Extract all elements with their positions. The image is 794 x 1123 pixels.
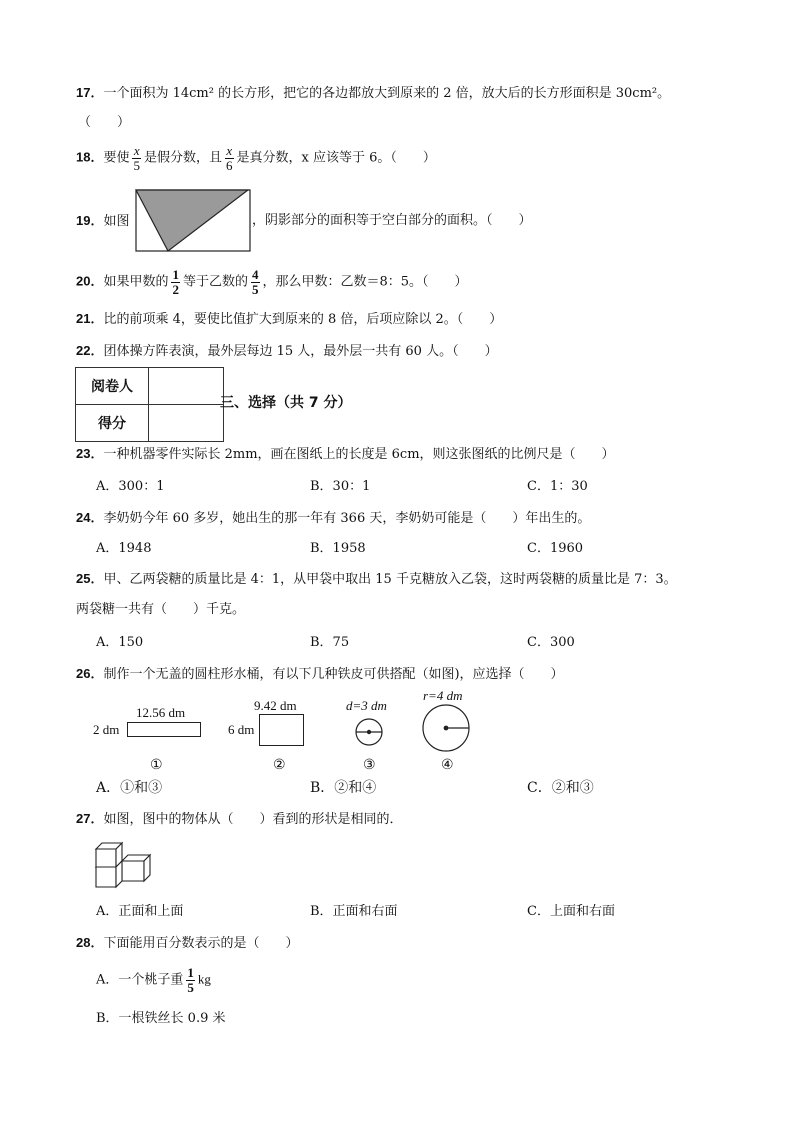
option-a[interactable]: A．正面和上面	[96, 904, 184, 919]
option-b[interactable]: B．30：1	[310, 479, 371, 494]
question-number: 25．	[76, 571, 104, 586]
option-a[interactable]: A．150	[96, 635, 144, 650]
option-a[interactable]: A．①和③	[96, 780, 163, 796]
option-b[interactable]: B．一根铁丝长 0.9 米	[96, 1011, 226, 1026]
question-text: 一种机器零件实际长 2mm，画在图纸上的长度是 6cm，则这张图纸的比例尺是（ ）	[103, 447, 615, 462]
question-number: 21．	[76, 311, 104, 326]
question-28	[76, 936, 298, 950]
question-text: 是真分数，x 应该等于 6。（ ）	[236, 150, 436, 166]
question-19	[76, 214, 129, 228]
option-c[interactable]: C．1：30	[527, 479, 588, 494]
shaded-triangle-figure	[135, 189, 251, 253]
option-c[interactable]: C．300	[527, 635, 575, 650]
rect1-length-label: 12.56 dm	[136, 705, 186, 720]
option-unit: kg	[197, 971, 211, 987]
question-number: 22．	[76, 343, 104, 358]
option-a[interactable]	[96, 966, 211, 994]
score-table	[75, 367, 224, 442]
question-text: 等于乙数的	[182, 274, 248, 290]
question-text: 比的前项乘 4，要使比值扩大到原来的 8 倍，后项应除以 2。（ ）	[103, 312, 503, 327]
option-b[interactable]: B．正面和右面	[310, 904, 398, 919]
fraction: $\frac{1}{5}$	[187, 965, 194, 995]
cube-stack-figure	[94, 841, 154, 891]
question-text: 要使	[103, 150, 130, 166]
iron-circle-4	[421, 703, 471, 753]
rect2-length-label: 9.42 dm	[254, 698, 297, 713]
grader-cell[interactable]	[149, 368, 224, 405]
question-17	[76, 86, 670, 100]
question-number: 17．	[76, 85, 104, 100]
question-text: 如果甲数的	[103, 274, 169, 290]
question-number: 24．	[76, 510, 104, 525]
question-23	[76, 447, 615, 461]
iron-sheet-1	[127, 722, 201, 737]
question-number: 26．	[76, 666, 104, 681]
question-number: 28．	[76, 935, 104, 950]
option-c[interactable]: C．1960	[527, 541, 584, 556]
figure-label-3: ③	[363, 757, 376, 773]
option-c[interactable]: C．上面和右面	[527, 904, 615, 919]
option-b[interactable]: B．75	[310, 635, 350, 650]
question-text: 如图，图中的物体从（ ）看到的形状是相同的．	[103, 812, 403, 827]
question-text: 甲、乙两袋糖的质量比是 4：1，从甲袋中取出 15 千克糖放入乙袋，这时两袋糖的质量比是 7：3。	[103, 572, 677, 587]
figure-label-2: ②	[273, 757, 286, 773]
question-text: 团体操方阵表演，最外层每边 15 人，最外层一共有 60 人。（ ）	[103, 344, 498, 359]
option-a[interactable]: A．300：1	[96, 479, 165, 494]
question-text: 两袋糖一共有（ ）千克。	[76, 602, 246, 617]
question-number: 19．	[76, 213, 104, 228]
question-text: 是假分数，且	[143, 150, 222, 166]
question-27	[76, 812, 402, 826]
fraction: $\frac{x}{5}$	[133, 143, 140, 173]
option-a[interactable]: A．1948	[96, 541, 152, 556]
question-number: 27．	[76, 811, 104, 826]
fraction: $\frac{1}{2}$	[172, 267, 179, 297]
section-heading: 三、选择（共 7 分）	[220, 395, 352, 411]
question-text: ，阴影部分的面积等于空白部分的面积。（ ）	[252, 213, 532, 228]
question-text: 李奶奶今年 60 多岁，她出生的那一年有 366 天，李奶奶可能是（ ）年出生的。	[103, 511, 591, 526]
question-number: 20．	[76, 273, 104, 289]
iron-circle-3	[354, 717, 384, 747]
question-20	[76, 268, 468, 296]
rect1-height-label: 2 dm	[93, 722, 120, 737]
circle4-radius-label: r=4 dm	[423, 688, 463, 703]
question-22	[76, 344, 498, 358]
question-number: 23．	[76, 446, 104, 461]
question-text: ，那么甲数：乙数＝8：5。（ ）	[262, 274, 468, 290]
question-18	[76, 144, 436, 172]
rect2-height-label: 6 dm	[228, 722, 255, 737]
score-cell[interactable]	[149, 405, 224, 442]
option-b[interactable]: B．1958	[310, 541, 366, 556]
figure-label-4: ④	[441, 757, 454, 773]
question-text: 如图	[103, 214, 130, 229]
fraction: $\frac{x}{6}$	[226, 143, 233, 173]
answer-paren[interactable]: （ ）	[78, 115, 131, 130]
circle3-diameter-label: d=3 dm	[346, 698, 387, 713]
option-b[interactable]: B．②和④	[310, 780, 377, 796]
question-24	[76, 511, 590, 525]
question-26	[76, 667, 564, 681]
fraction: $\frac{4}{5}$	[252, 267, 259, 297]
grader-label: 阅卷人	[76, 368, 149, 405]
question-21	[76, 312, 502, 326]
figure-label-1: ①	[150, 757, 163, 773]
question-number: 18．	[76, 149, 104, 165]
question-text: 一个面积为 14cm² 的长方形，把它的各边都放大到原来的 2 倍，放大后的长方形面积是 30cm²。	[103, 86, 671, 101]
iron-sheet-2	[259, 714, 304, 746]
question-text: 下面能用百分数表示的是（ ）	[103, 936, 299, 951]
question-text: 制作一个无盖的圆柱形水桶，有以下几种铁皮可供搭配（如图)，应选择（ ）	[103, 667, 564, 682]
option-c[interactable]: C．②和③	[527, 780, 594, 796]
score-label: 得分	[76, 405, 149, 442]
question-25	[76, 572, 677, 586]
option-text: A．一个桃子重	[96, 972, 184, 988]
